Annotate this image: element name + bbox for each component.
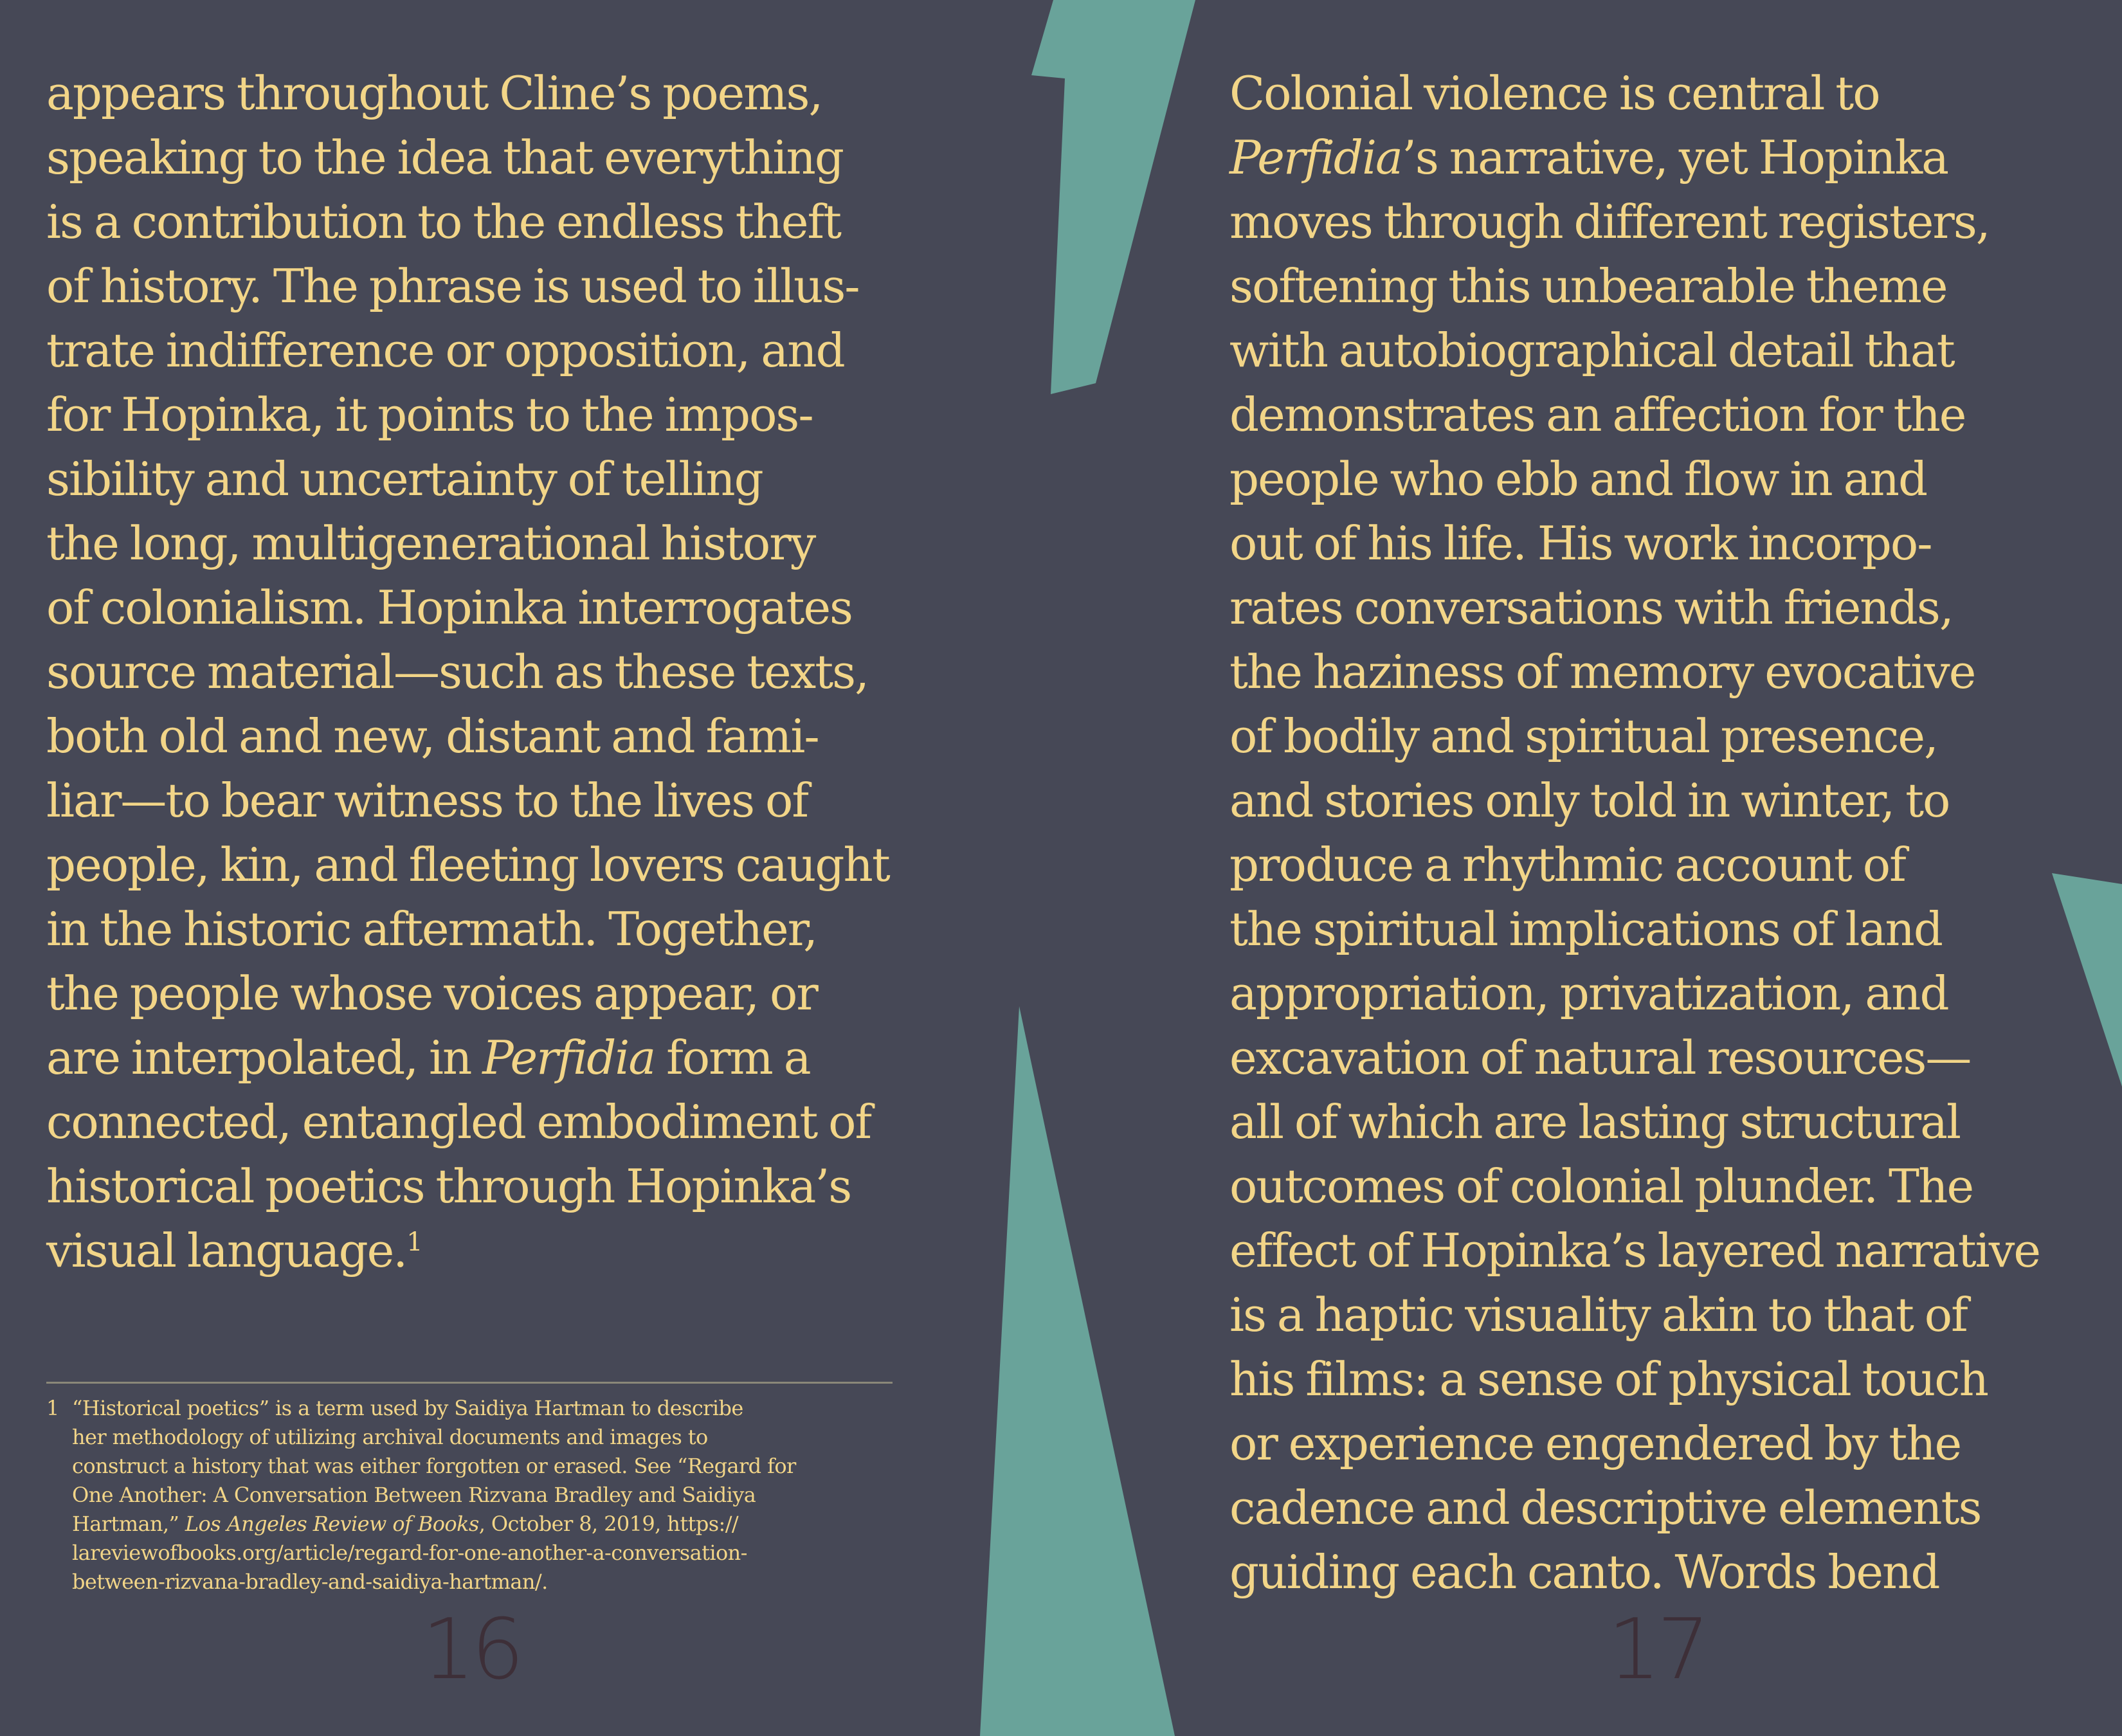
text-fragment: Hartman,”: [72, 1512, 185, 1536]
footnote-divider: [46, 1382, 893, 1384]
text-line: liar—to bear witness to the lives of: [46, 773, 808, 827]
text-line: and stories only told in winter, to: [1229, 773, 1950, 827]
text-line: [1229, 125, 2040, 190]
text-line: Colonial violence is central to: [1229, 66, 1880, 120]
text-line: all of which are lasting structural: [1229, 1095, 1961, 1149]
footnote-number: 1: [46, 1396, 59, 1420]
text-line: appears throughout Cline’s poems,: [46, 66, 822, 120]
text-line: is a contribution to the endless theft: [46, 195, 841, 249]
text-line: rates conversations with friends,: [1229, 581, 1953, 635]
right-page: [1061, 0, 2122, 1736]
text-line: out of his life. His work incorpo-: [1229, 516, 1932, 570]
footnote-marker: 1: [406, 1227, 422, 1257]
text-line: the spiritual implications of land: [1229, 902, 1942, 956]
footnote-line: One Another: A Conversation Between Rizvana Bradley and Saidiya: [72, 1483, 756, 1507]
text-line: people who ebb and flow in and: [1229, 452, 1927, 506]
text-line: for Hopinka, it points to the impos-: [46, 388, 813, 442]
footnote-line: construct a history that was either forgotten or erased. See “Regard for: [72, 1454, 796, 1478]
text-line: with autobiographical detail that: [1229, 323, 1954, 377]
title-italic: Perfidia: [1229, 131, 1402, 185]
text-line: [46, 1218, 889, 1283]
title-italic: Perfidia: [482, 1031, 655, 1085]
text-line: or experience engendered by the: [1229, 1416, 1961, 1470]
page-number-right: 17: [1608, 1600, 1707, 1698]
footnote-line: her methodology of utilizing archival documents and images to: [72, 1425, 708, 1449]
text-line: sibility and uncertainty of telling: [46, 452, 763, 506]
footnote-body: [72, 1394, 796, 1596]
text-line: of history. The phrase is used to illus-: [46, 259, 859, 313]
text-line: the people whose voices appear, or: [46, 966, 817, 1020]
right-body-text: [1229, 61, 2040, 1604]
text-line: people, kin, and fleeting lovers caught: [46, 838, 889, 892]
text-fragment: visual language.: [46, 1224, 407, 1278]
text-line: trate indifference or opposition, and: [46, 323, 844, 377]
text-line: in the historic aftermath. Together,: [46, 902, 817, 956]
text-line: effect of Hopinka’s layered narrative: [1229, 1224, 2040, 1278]
footnote-line: “Historical poetics” is a term used by Saidiya Hartman to describe: [72, 1396, 743, 1420]
text-line: his films: a sense of physical touch: [1229, 1352, 1988, 1406]
text-fragment: form a: [655, 1031, 810, 1085]
text-line: softening this unbearable theme: [1229, 259, 1947, 313]
text-line: the long, multigenerational history: [46, 516, 815, 570]
text-line: of bodily and spiritual presence,: [1229, 709, 1937, 763]
text-line: excavation of natural resources—: [1229, 1031, 1971, 1085]
page-number-left: 16: [422, 1600, 521, 1698]
text-line: historical poetics through Hopinka’s: [46, 1159, 851, 1213]
footnote-line: [72, 1510, 796, 1539]
text-fragment: are interpolated, in: [46, 1031, 483, 1085]
text-line: guiding each canto. Words bend: [1229, 1545, 1939, 1599]
text-line: appropriation, privatization, and: [1229, 966, 1948, 1020]
text-line: outcomes of colonial plunder. The: [1229, 1159, 1973, 1213]
footnote-line: lareviewofbooks.org/article/regard-for-one-another-a-conversation-: [72, 1541, 747, 1565]
journal-title-italic: Los Angeles Review of Books: [185, 1512, 479, 1536]
text-line: is a haptic visuality akin to that of: [1229, 1288, 1967, 1342]
text-line: connected, entangled embodiment of: [46, 1095, 871, 1149]
text-line: cadence and descriptive elements: [1229, 1481, 1981, 1535]
text-line: of colonialism. Hopinka interrogates: [46, 581, 853, 635]
text-line: moves through different registers,: [1229, 195, 1990, 249]
text-line: speaking to the idea that everything: [46, 131, 843, 185]
text-line: demonstrates an affection for the: [1229, 388, 1966, 442]
text-fragment: , October 8, 2019, https://: [478, 1512, 739, 1536]
footnote-line: between-rizvana-bradley-and-saidiya-hartman/.: [72, 1569, 548, 1594]
text-line: produce a rhythmic account of: [1229, 838, 1905, 892]
text-line: source material—such as these texts,: [46, 645, 868, 699]
text-line: [46, 1026, 889, 1090]
text-fragment: ’s narrative, yet Hopinka: [1401, 131, 1948, 185]
left-body-text: [46, 61, 889, 1283]
text-line: both old and new, distant and fami-: [46, 709, 819, 763]
text-line: the haziness of memory evocative: [1229, 645, 1975, 699]
